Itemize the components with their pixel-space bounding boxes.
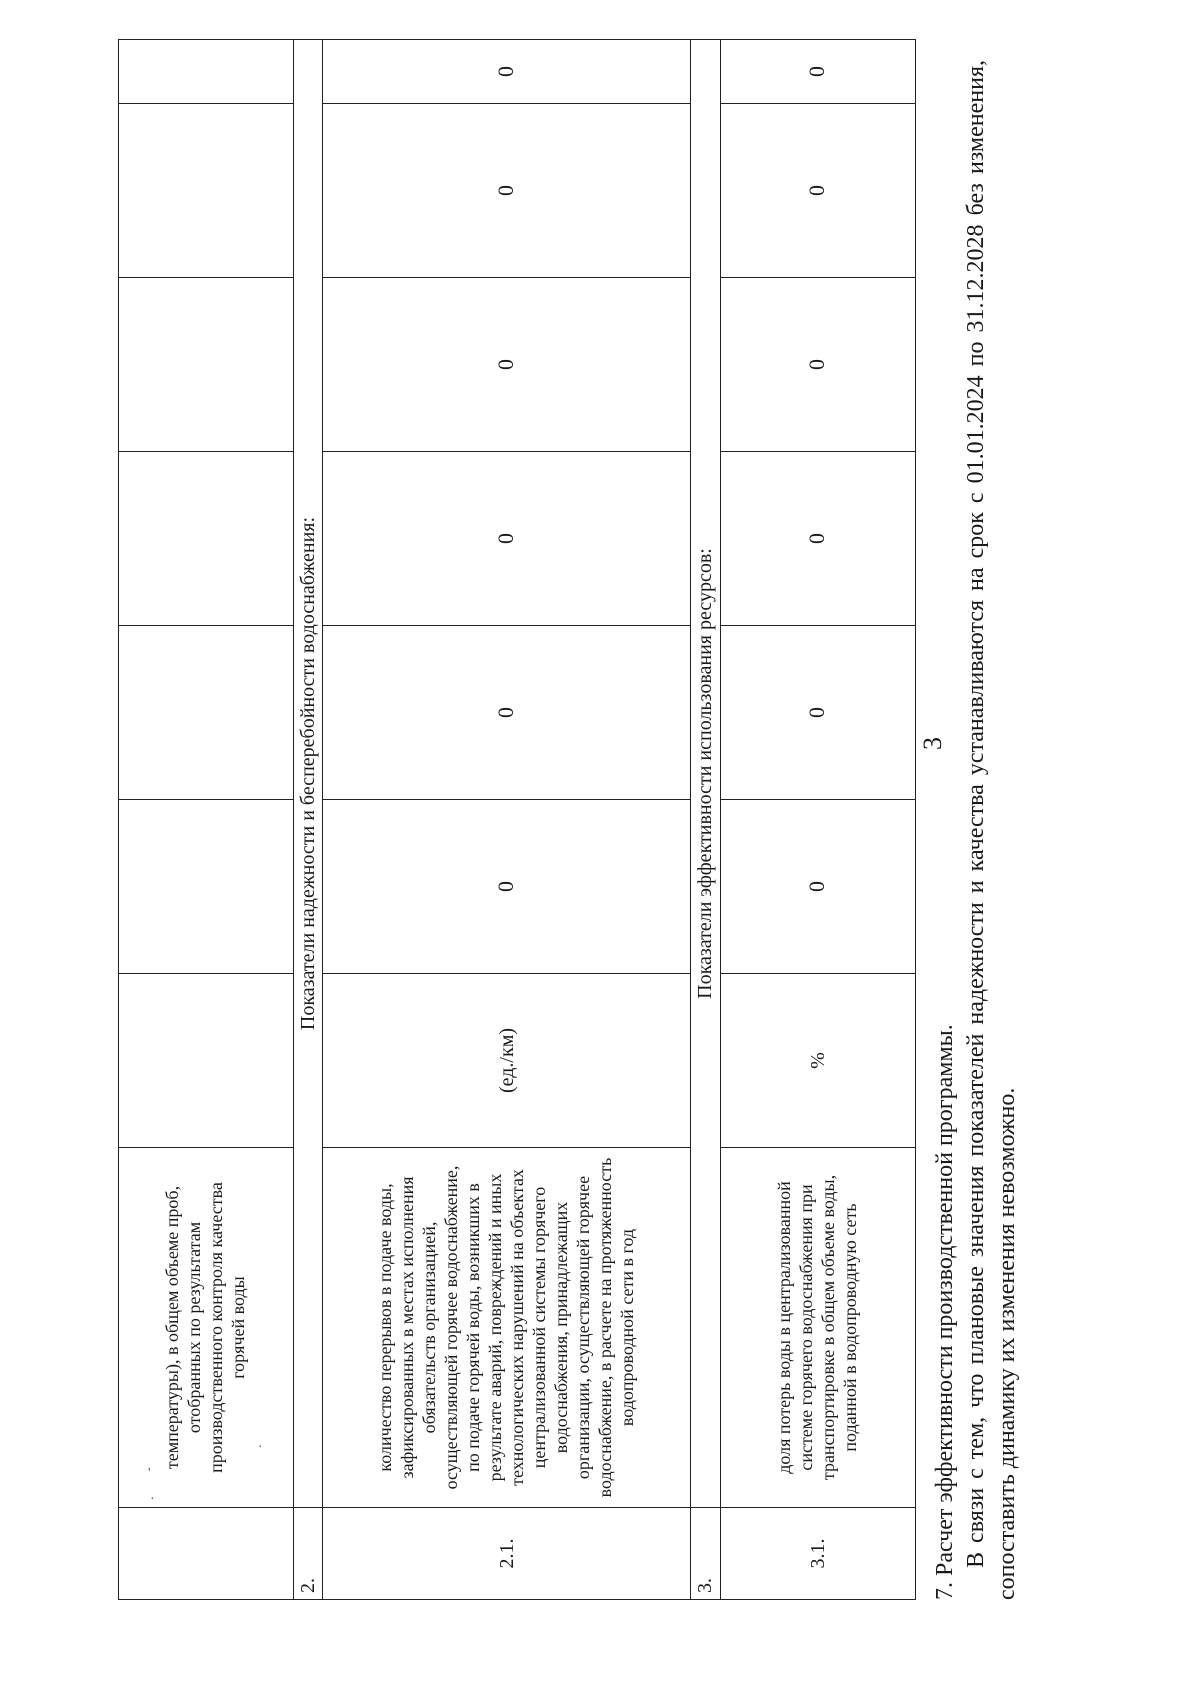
value-cell bbox=[119, 800, 294, 974]
unit-cell: % bbox=[720, 974, 915, 1148]
value-cell: 0 bbox=[720, 800, 915, 974]
footer-text bbox=[930, 60, 1024, 1600]
value-cell bbox=[119, 626, 294, 800]
value-cell bbox=[119, 40, 294, 104]
indicator-name: доля потерь воды в централизованной системе горячего водоснабжения при транспортировке в общем объеме воды, поданной в водопроводную сеть bbox=[720, 1148, 915, 1508]
value-cell: 0 bbox=[720, 626, 915, 800]
section-row bbox=[294, 40, 323, 1600]
indicators-table-body bbox=[119, 40, 916, 1600]
table-row bbox=[720, 40, 915, 1600]
section-7-paragraph: В связи с тем, что плановые значения показателей надежности и качества устанавливаются на срок с 01.01.2024 по 31.12.2028 без изменения, сопоставить динамику их изменения невозможно. bbox=[963, 60, 1021, 1600]
section-number: 2. bbox=[294, 1508, 323, 1600]
value-cell: 0 bbox=[323, 40, 691, 104]
value-cell: 0 bbox=[323, 278, 691, 452]
value-cell bbox=[119, 104, 294, 278]
scan-speck: · bbox=[150, 1492, 155, 1507]
value-cell: 0 bbox=[323, 626, 691, 800]
value-cell: 0 bbox=[720, 452, 915, 626]
value-cell: 0 bbox=[323, 104, 691, 278]
scan-speck: ' bbox=[148, 1466, 151, 1481]
row-number bbox=[119, 1508, 294, 1600]
scan-speck: · bbox=[258, 1440, 263, 1455]
value-cell bbox=[119, 278, 294, 452]
unit-cell bbox=[119, 974, 294, 1148]
section-title: Показатели эффективности использования ресурсов: bbox=[691, 40, 720, 1508]
value-cell: 0 bbox=[323, 452, 691, 626]
indicators-table bbox=[118, 39, 916, 1600]
page-number: 3 bbox=[918, 737, 947, 750]
rotated-page-content bbox=[118, 40, 1138, 1600]
indicator-name: температуры), в общем объеме проб, отобранных по результатам производственного контроля качества горячей воды bbox=[119, 1148, 294, 1508]
table-row bbox=[119, 40, 294, 1600]
section-title: Показатели надежности и бесперебойности водоснабжения: bbox=[294, 40, 323, 1508]
value-cell: 0 bbox=[323, 800, 691, 974]
section-number: 3. bbox=[691, 1508, 720, 1600]
table-row bbox=[323, 40, 691, 1600]
row-number: 2.1. bbox=[323, 1508, 691, 1600]
value-cell bbox=[119, 452, 294, 626]
unit-cell: (ед./км) bbox=[323, 974, 691, 1148]
row-number: 3.1. bbox=[720, 1508, 915, 1600]
value-cell: 0 bbox=[720, 40, 915, 104]
section-7-heading: 7. Расчет эффективности производственной программы. bbox=[932, 1024, 958, 1600]
value-cell: 0 bbox=[720, 104, 915, 278]
section-row bbox=[691, 40, 720, 1600]
value-cell: 0 bbox=[720, 278, 915, 452]
indicator-name: количество перерывов в подаче воды, зафиксированных в местах исполнения обязательств организацией, осуществляющей горячее водоснабжение, по подаче горячей воды, возникших в результате аварий, повреждений и иных технологических нарушений на объектах централизованной системы горячего водоснабжения, принадлежащих организации, осуществляющей горячее водоснабжение, в расчете на протяженность водопроводной сети в год bbox=[323, 1148, 691, 1508]
